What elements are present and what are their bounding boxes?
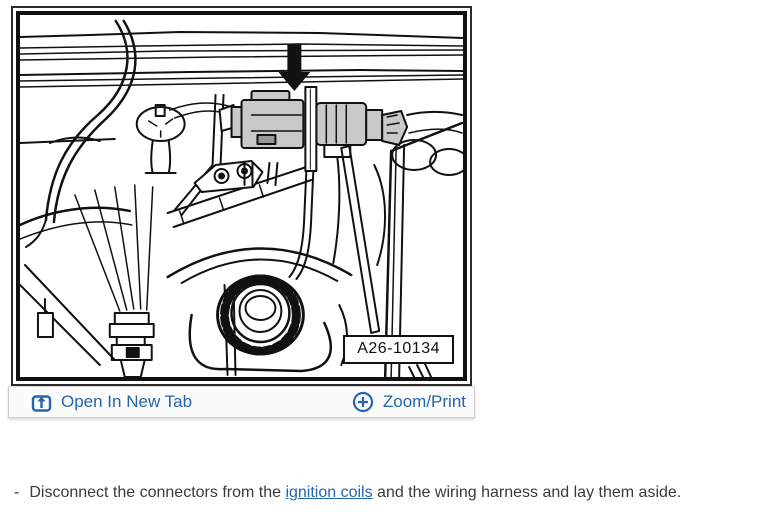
engine-bay-drawing	[16, 11, 467, 381]
text-before-link: Disconnect the connectors from the	[29, 484, 286, 501]
figure-code-label: A26-10134	[343, 335, 454, 364]
zoom-print-button[interactable]	[352, 391, 466, 413]
circle-plus-icon	[352, 391, 374, 413]
figure-toolbar	[8, 386, 475, 418]
open-in-new-tab-label: Open In New Tab	[61, 392, 193, 411]
ignition-coils-link[interactable]: ignition coils	[285, 484, 373, 501]
text-after-link: and the wiring harness and lay them aside.	[372, 484, 682, 501]
figure-frame	[11, 6, 472, 386]
reservoir-cap	[190, 276, 347, 375]
figure-viewer	[8, 6, 475, 418]
open-in-new-tab-button[interactable]	[31, 392, 192, 413]
zoom-print-label: Zoom/Print	[382, 392, 466, 411]
instruction-text	[14, 483, 776, 503]
cowl-lines	[20, 32, 463, 87]
harness-connector	[20, 185, 154, 377]
list-dash: -	[14, 484, 20, 501]
bolt-washer-part	[137, 105, 185, 173]
open-in-new-tab-icon	[31, 392, 52, 413]
engine-bay-illustration	[20, 15, 463, 377]
instruction-sentence	[29, 483, 681, 503]
